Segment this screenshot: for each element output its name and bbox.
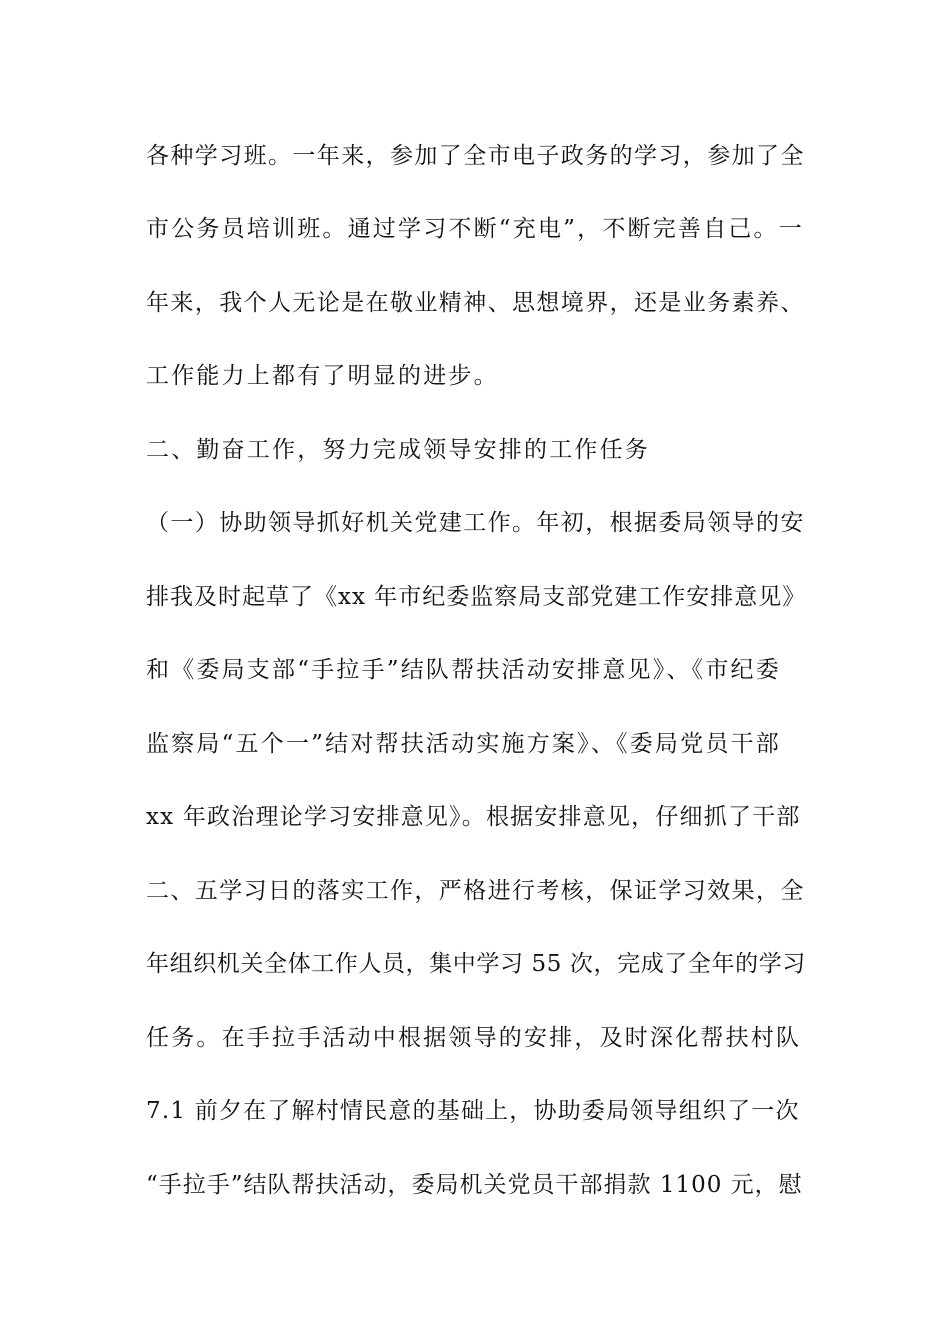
paragraph-line: “手拉手”结队帮扶活动，委局机关党员干部捐款 1100 元，慰 [146, 1172, 803, 1198]
paragraph-line: 市公务员培训班。通过学习不断“充电”，不断完善自己。一 [146, 216, 804, 242]
paragraph-line: 排我及时起草了《xx 年市纪委监察局支部党建工作安排意见》 [146, 584, 807, 610]
section-heading: 二、勤奋工作，努力完成领导安排的工作任务 [146, 437, 650, 463]
paragraph-line: 任务。在手拉手活动中根据领导的安排，及时深化帮扶村队 [146, 1025, 802, 1051]
paragraph-line: 二、五学习日的落实工作，严格进行考核，保证学习效果，全 [146, 878, 805, 904]
paragraph-line: 7.1 前夕在了解村情民意的基础上，协助委局领导组织了一次 [146, 1098, 800, 1124]
paragraph-line: xx 年政治理论学习安排意见》。根据安排意见，仔细抓了干部 [146, 804, 801, 830]
paragraph-line: 工作能力上都有了明显的进步。 [146, 363, 499, 389]
paragraph-line: 年来，我个人无论是在敬业精神、思想境界，还是业务素养、 [146, 290, 805, 316]
paragraph-line: 各种学习班。一年来，参加了全市电子政务的学习，参加了全 [146, 143, 805, 169]
paragraph-line: 年组织机关全体工作人员，集中学习 55 次，完成了全年的学习 [146, 951, 806, 977]
paragraph-line: 监察局“五个一”结对帮扶活动实施方案》、《委局党员干部 [146, 731, 781, 757]
paragraph-line: （一）协助领导抓好机关党建工作。年初，根据委局领导的安 [146, 510, 805, 536]
paragraph-line: 和《委局支部“手拉手”结队帮扶活动安排意见》、《市纪委 [146, 657, 781, 683]
